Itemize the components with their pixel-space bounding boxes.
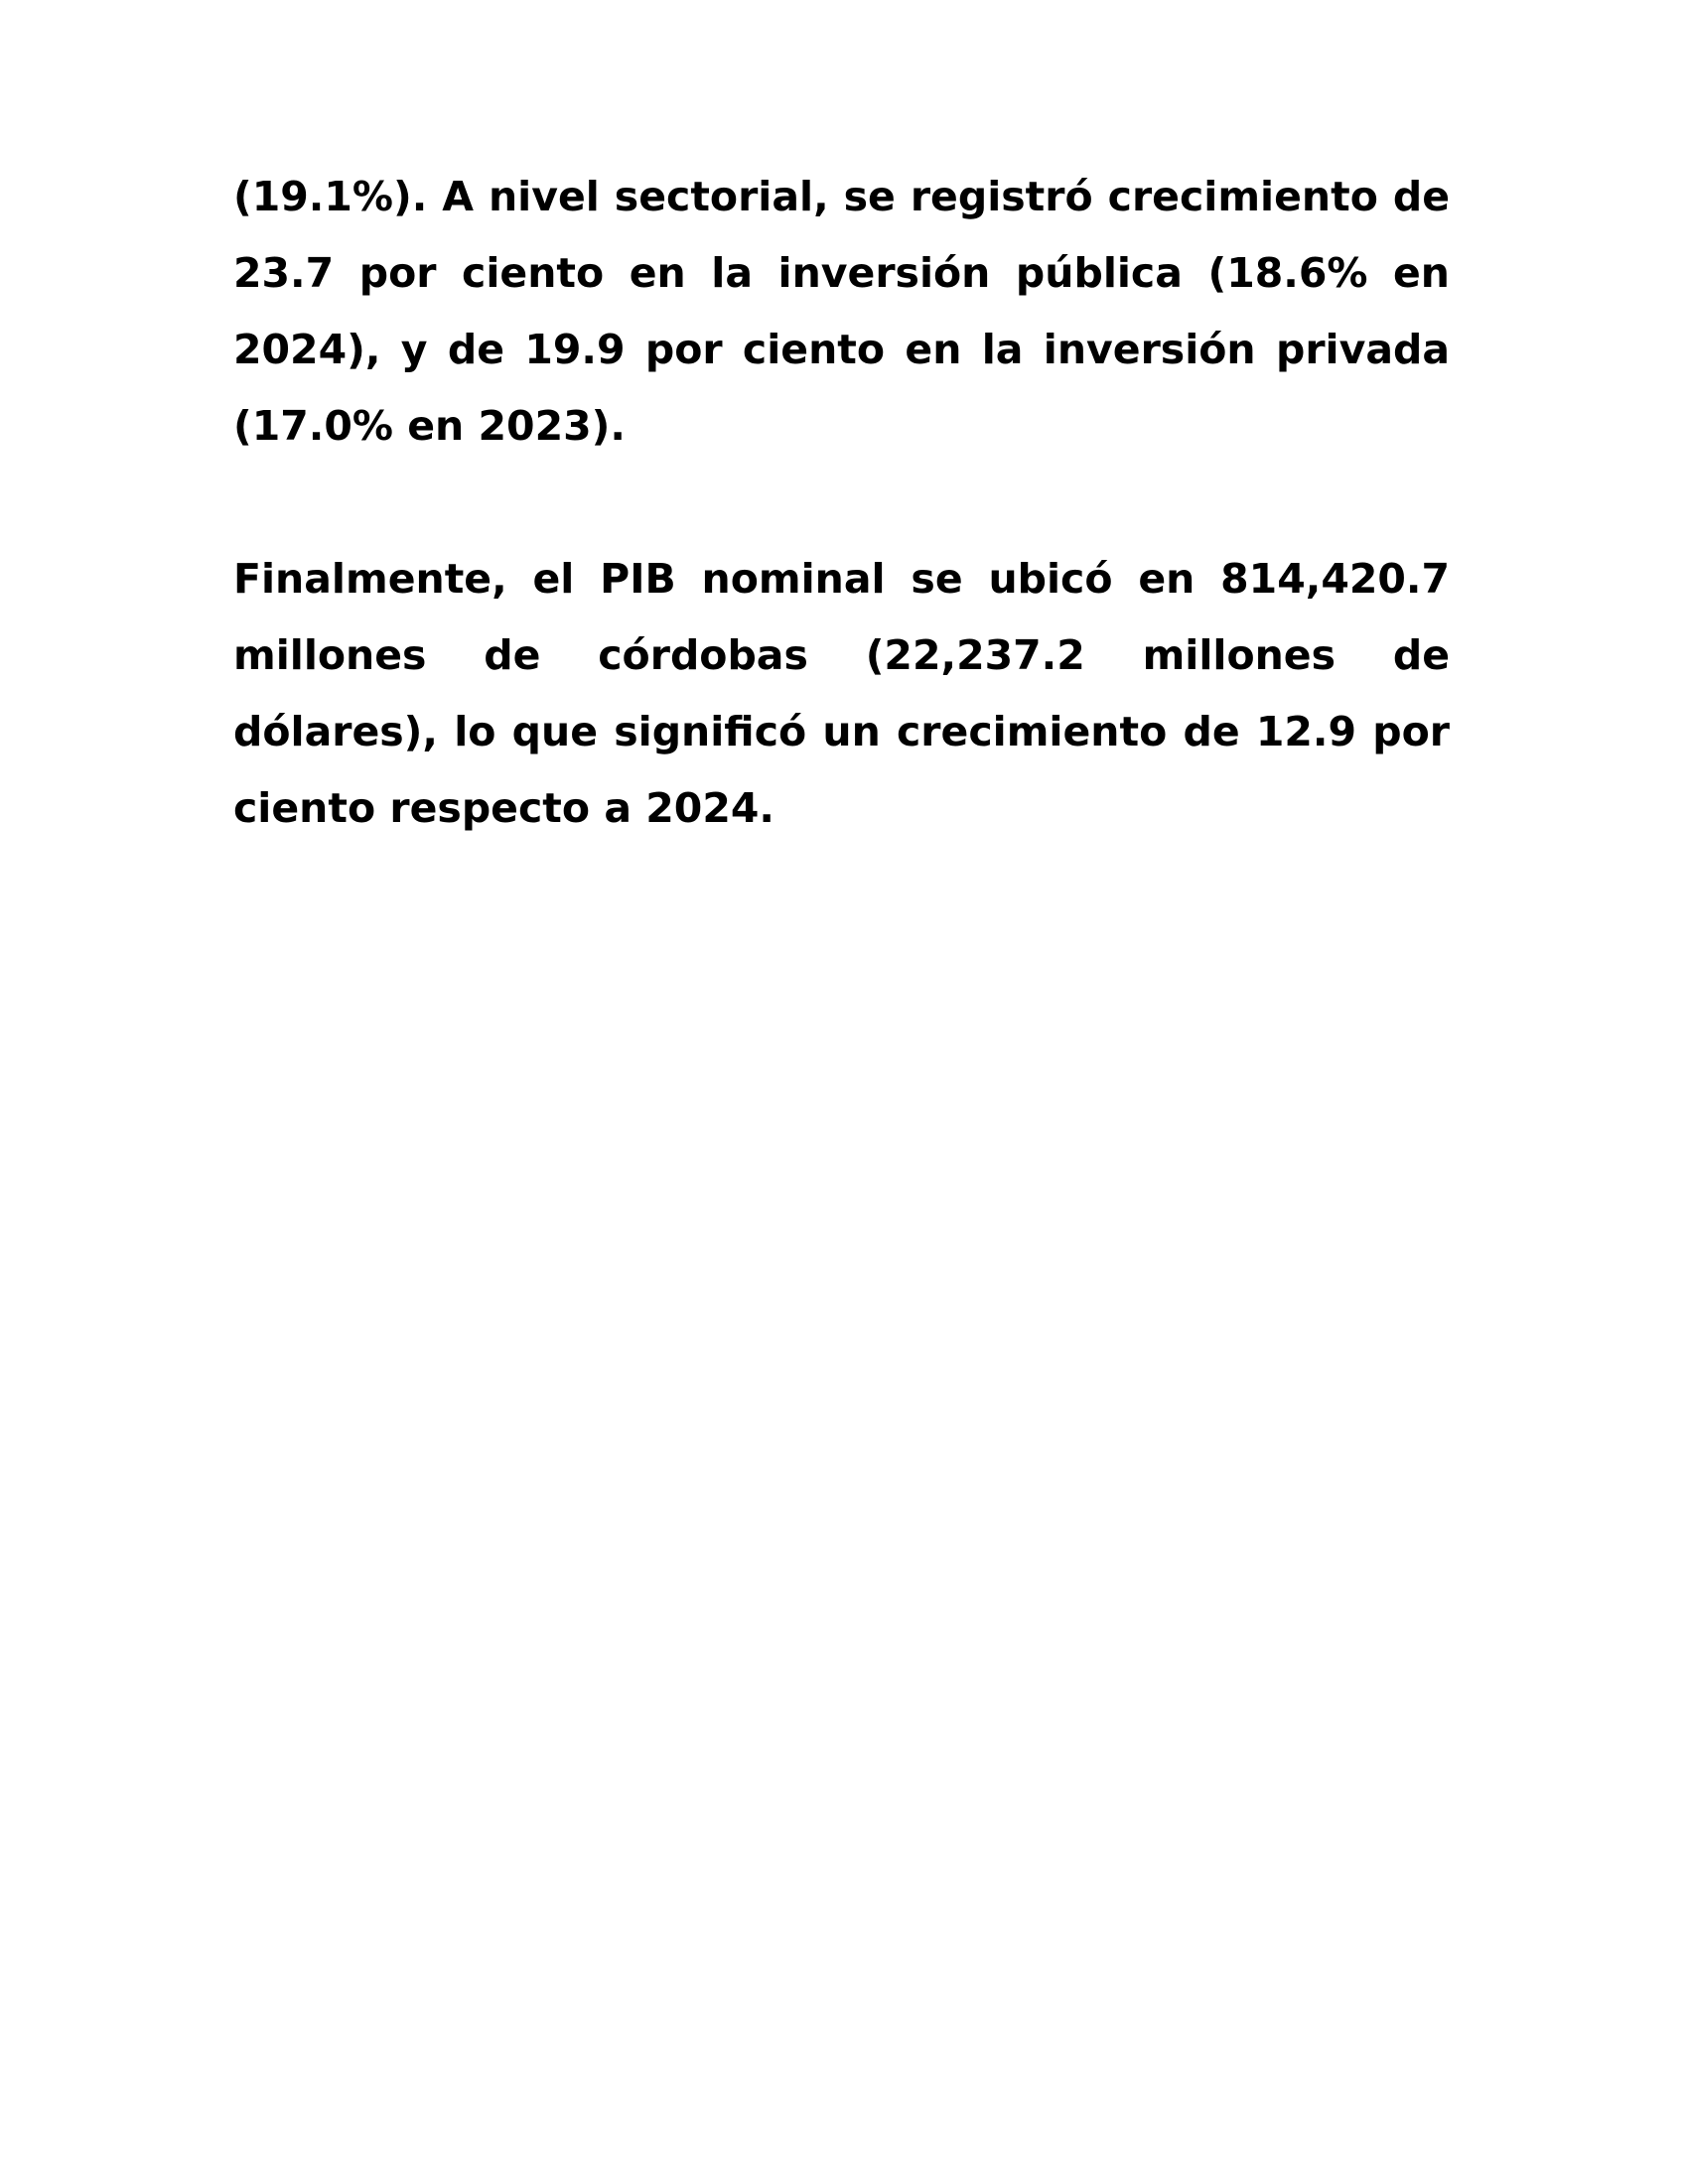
document-body: [233, 159, 1450, 847]
paragraph-investment-growth: (19.1%). A nivel sectorial, se registró crecimiento de 23.7 por ciento en la inversión pública (18.6% en 2024), y de 19.9 por ciento en la inversión privada (17.0% en 2023).: [233, 173, 1450, 450]
paragraph-nominal-gdp: Finalmente, el PIB nominal se ubicó en 814,420.7 millones de córdobas (22,237.2 millones de dólares), lo que significó un crecimiento de 12.9 por ciento respecto a 2024.: [233, 555, 1450, 832]
